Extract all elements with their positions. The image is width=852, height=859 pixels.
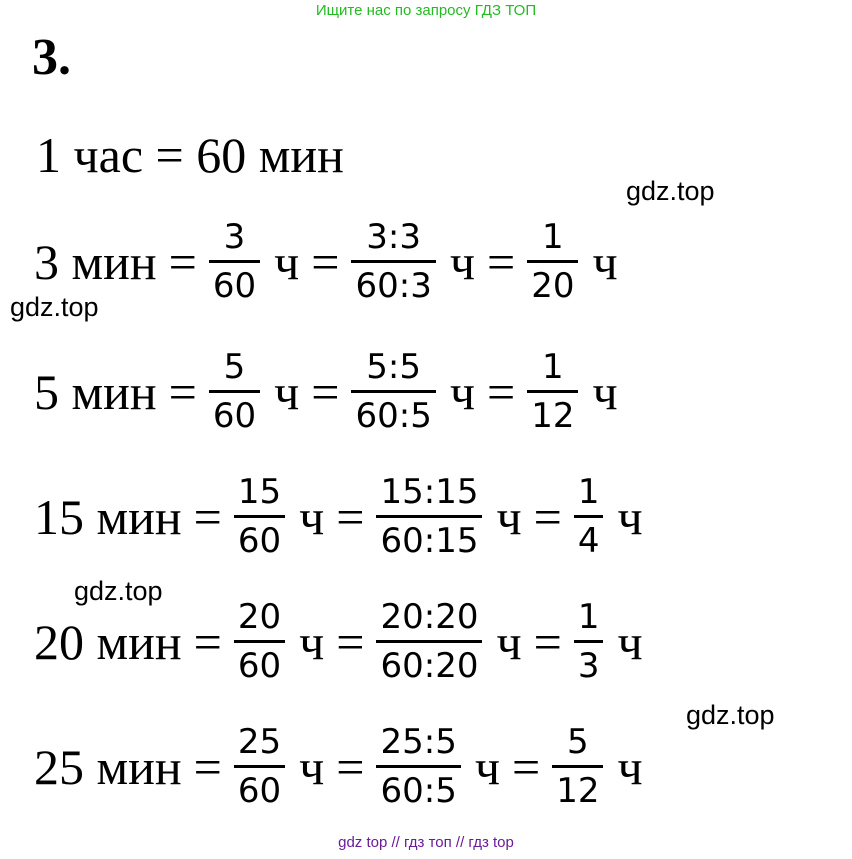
equals-sign: =	[487, 363, 516, 420]
unit-label: ч	[617, 613, 643, 670]
numerator: 15:15	[380, 472, 479, 512]
row-lhs: 25 мин	[34, 738, 182, 795]
equals-sign: =	[336, 488, 365, 545]
numerator: 5:5	[366, 347, 422, 387]
conversion-statement: 1 час = 60 мин	[36, 127, 344, 183]
unit-label: ч	[274, 233, 300, 290]
numerator: 1	[577, 597, 600, 637]
numerator: 5	[223, 347, 246, 387]
denominator: 60:5	[355, 396, 432, 436]
denominator: 3	[577, 646, 600, 686]
numerator: 3	[223, 217, 246, 257]
equals-sign: =	[533, 613, 562, 670]
denominator: 60:20	[380, 646, 479, 686]
unit-label: ч	[299, 488, 325, 545]
footer-watermark: gdz top // гдз топ // гдз top	[338, 834, 514, 851]
denominator: 60:15	[380, 521, 479, 561]
unit-label: ч	[299, 738, 325, 795]
unit-label: ч	[299, 613, 325, 670]
unit-label: ч	[592, 363, 618, 420]
row-lhs: 20 мин	[34, 613, 182, 670]
unit-label: ч	[274, 363, 300, 420]
unit-label: ч	[496, 488, 522, 545]
denominator: 60	[237, 521, 282, 561]
watermark: gdz.top	[74, 576, 163, 606]
fraction-result	[574, 597, 604, 686]
fraction-reduction	[376, 597, 482, 686]
fraction-result	[527, 347, 578, 436]
equals-sign: =	[512, 738, 541, 795]
denominator: 60	[212, 396, 257, 436]
fraction-original	[209, 217, 260, 306]
equation-row	[34, 597, 643, 686]
denominator: 60:5	[380, 771, 457, 811]
unit-label: ч	[592, 233, 618, 290]
fraction-original	[209, 347, 260, 436]
denominator: 12	[531, 396, 575, 436]
watermark: gdz.top	[686, 700, 775, 730]
unit-label: ч	[449, 363, 475, 420]
equals-sign: =	[193, 738, 222, 795]
unit-label: ч	[496, 613, 522, 670]
unit-label: ч	[617, 738, 643, 795]
fraction-reduction	[351, 347, 435, 436]
numerator: 25	[237, 722, 282, 762]
fraction-result	[552, 722, 603, 811]
denominator: 60:3	[355, 266, 432, 306]
equals-sign: =	[336, 613, 365, 670]
equals-sign: =	[168, 233, 197, 290]
equals-sign: =	[533, 488, 562, 545]
equation-row	[34, 217, 618, 306]
equation-row	[34, 347, 618, 436]
numerator: 5	[567, 722, 589, 762]
fraction-original	[234, 722, 285, 811]
numerator: 20	[237, 597, 282, 637]
fraction-result	[527, 217, 578, 306]
equals-sign: =	[311, 233, 340, 290]
equals-sign: =	[311, 363, 340, 420]
equation-row	[34, 472, 643, 561]
fraction-original	[234, 597, 285, 686]
numerator: 1	[577, 472, 600, 512]
equation-row	[34, 722, 643, 811]
equals-sign: =	[168, 363, 197, 420]
equals-sign: =	[193, 613, 222, 670]
numerator: 1	[542, 217, 564, 257]
equals-sign: =	[193, 488, 222, 545]
fraction-reduction	[376, 722, 460, 811]
numerator: 20:20	[380, 597, 479, 637]
denominator: 60	[237, 771, 282, 811]
numerator: 15	[237, 472, 282, 512]
row-lhs: 15 мин	[34, 488, 182, 545]
watermark: gdz.top	[626, 176, 715, 206]
watermark: gdz.top	[10, 292, 99, 322]
numerator: 1	[542, 347, 564, 387]
equals-sign: =	[336, 738, 365, 795]
fraction-original	[234, 472, 285, 561]
numerator: 3:3	[366, 217, 422, 257]
fraction-reduction	[376, 472, 482, 561]
fraction-reduction	[351, 217, 435, 306]
fraction-result	[574, 472, 604, 561]
denominator: 12	[556, 771, 600, 811]
denominator: 60	[237, 646, 282, 686]
denominator: 4	[577, 521, 600, 561]
row-lhs: 3 мин	[34, 233, 157, 290]
equals-sign: =	[487, 233, 516, 290]
row-lhs: 5 мин	[34, 363, 157, 420]
unit-label: ч	[449, 233, 475, 290]
unit-label: ч	[617, 488, 643, 545]
denominator: 60	[212, 266, 257, 306]
unit-label: ч	[474, 738, 500, 795]
numerator: 25:5	[380, 722, 457, 762]
denominator: 20	[531, 266, 575, 306]
top-banner: Ищите нас по запросу ГДЗ ТОП	[315, 2, 537, 19]
task-number: 3.	[32, 29, 71, 86]
